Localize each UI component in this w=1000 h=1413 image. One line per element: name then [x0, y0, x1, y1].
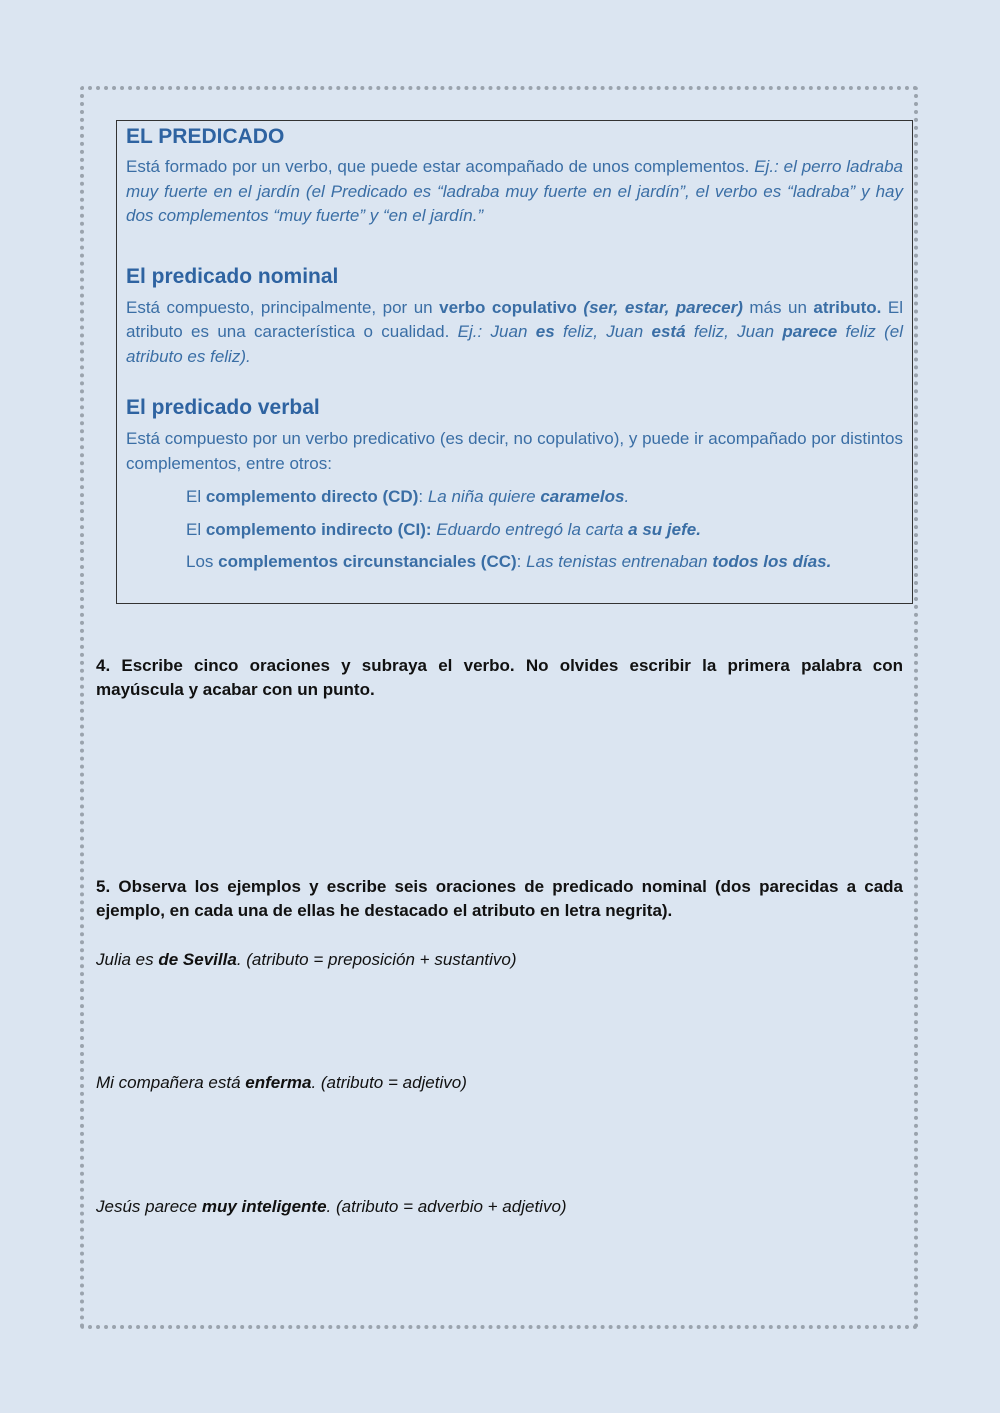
- section-title-nominal: El predicado nominal: [126, 264, 339, 288]
- nominal-example-1: Ej.: Juan: [457, 322, 536, 341]
- cd-example-bold: caramelos: [540, 487, 625, 506]
- ci-prefix: El: [186, 519, 206, 539]
- example-1-atributo: de Sevilla: [158, 950, 237, 969]
- term-verbo-copulativo: verbo copulativo: [439, 297, 577, 317]
- example-sentence: [96, 948, 517, 972]
- cc-example: Las tenistas entrenaban: [526, 552, 713, 571]
- cc-example-bold: todos los días.: [712, 552, 832, 571]
- complement-cd: [126, 485, 903, 510]
- example-sentence: [96, 1195, 567, 1219]
- example-1-pre: Julia es: [96, 950, 159, 969]
- complement-cc: [126, 550, 903, 575]
- example-2-atributo: enferma: [245, 1073, 312, 1092]
- cd-name: complemento directo (CD): [205, 487, 419, 506]
- cc-sep: :: [516, 552, 527, 571]
- cd-example: La niña quiere: [427, 487, 541, 506]
- cc-prefix: Los: [186, 552, 219, 571]
- section-title-verbal: El predicado verbal: [126, 396, 320, 419]
- complement-ci: [126, 518, 903, 543]
- example-verb-parece: parece: [782, 322, 838, 341]
- predicado-example: Ej.: el perro ladraba muy fuerte en el jardín (el Predicado es “ladraba muy fuerte en el jardín”, el verbo es “ladraba” y hay dos complementos “muy fuerte” y “en el jardín.”: [126, 157, 903, 225]
- nominal-text-1: Está compuesto, principalmente, por un: [126, 297, 440, 317]
- term-atributo: atributo.: [813, 297, 882, 317]
- nominal-example-4: feliz (el atributo es feliz).: [126, 322, 903, 366]
- example-verb-es: es: [535, 322, 555, 341]
- example-3-atributo: muy inteligente: [201, 1197, 327, 1216]
- ci-name: complemento indirecto (CI):: [205, 519, 432, 539]
- example-2-pre: Mi compañera está: [96, 1073, 246, 1092]
- theory-box: [116, 120, 913, 604]
- example-2-post: . (atributo = adjetivo): [311, 1073, 467, 1092]
- example-sentence: [96, 1071, 467, 1095]
- nominal-example-2: feliz, Juan: [554, 322, 652, 341]
- predicado-description: [126, 155, 903, 229]
- ci-example: Eduardo entregó la carta: [431, 519, 629, 539]
- section-title-predicado: EL PREDICADO: [126, 125, 285, 148]
- verbal-description: Está compuesto por un verbo predicativo (es decir, no copulativo), y puede ir acompañado por distintos complementos, entre otros:: [126, 429, 903, 473]
- nominal-example-3: feliz, Juan: [685, 322, 783, 341]
- example-3-post: . (atributo = adverbio + adjetivo): [326, 1197, 567, 1216]
- nominal-description: [126, 296, 903, 370]
- cc-name: complementos circunstanciales (CC): [218, 552, 517, 571]
- cd-sep: :: [418, 487, 428, 506]
- nominal-text-2: más un: [742, 297, 814, 317]
- exercise-4: 4. Escribe cinco oraciones y subraya el verbo. No olvides escribir la primera palabra con mayúscula y acabar con un punto.: [96, 656, 903, 699]
- example-verb-esta: está: [651, 322, 686, 341]
- cd-example-end: .: [624, 487, 630, 506]
- nominal-text-3: El atributo es una característica o cualidad.: [126, 297, 903, 341]
- example-3-pre: Jesús parece: [96, 1197, 202, 1216]
- copulative-verbs-list: (ser, estar, parecer): [583, 297, 743, 317]
- ci-example-bold: a su jefe.: [628, 519, 701, 539]
- exercise-5: 5. Observa los ejemplos y escribe seis oraciones de predicado nominal (dos parecidas a cada ejemplo, en cada una de ellas he destacado el atributo en letra negrita).: [96, 877, 903, 920]
- example-1-post: . (atributo = preposición + sustantivo): [236, 950, 517, 969]
- cd-prefix: El: [186, 487, 206, 506]
- predicado-intro-text: Está formado por un verbo, que puede estar acompañado de unos complementos.: [126, 157, 750, 176]
